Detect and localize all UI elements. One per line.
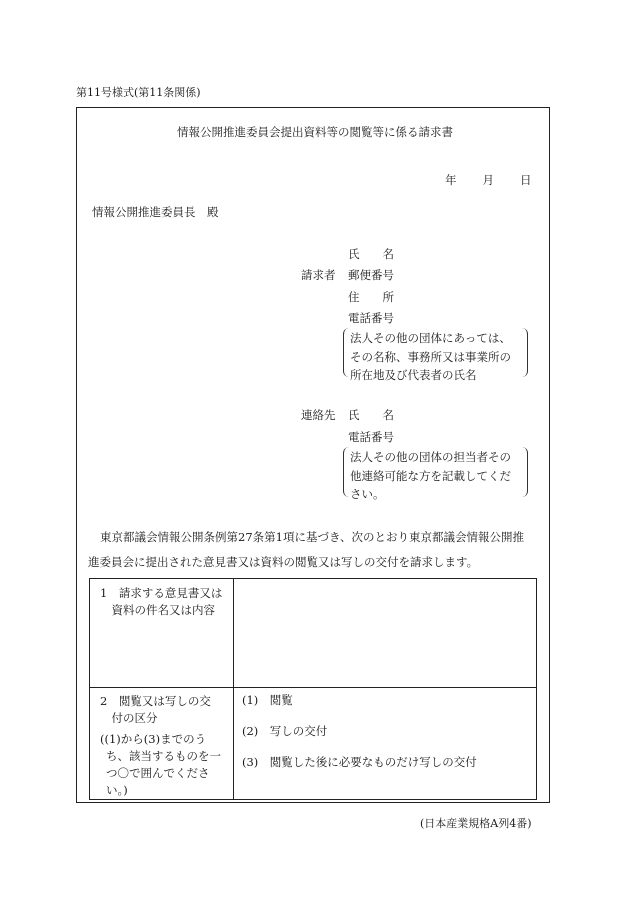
request-table: [89, 578, 537, 800]
option-text: 閲覧: [269, 693, 293, 707]
type-label-line: 2 閲覧又は写しの交: [100, 694, 211, 708]
contact-name-label: 氏 名: [348, 408, 394, 422]
requester-note: [350, 329, 511, 385]
option-number: (1): [242, 693, 259, 707]
subject-label-line: 1 請求する意見書又は: [100, 586, 223, 600]
type-note-line: ((1)から(3)までのう: [100, 732, 207, 746]
type-note-line: つ〇で囲んでくださ: [106, 766, 210, 780]
intro-line: 東京都議会情報公開条例第27条第1項に基づき、次のとおり東京都議会情報公開推: [100, 530, 524, 544]
option-number: (3): [242, 755, 259, 769]
option-text: 閲覧した後に必要なものだけ写しの交付: [269, 755, 477, 769]
contact-note-line: さい。: [350, 487, 385, 501]
type-label-cell: [90, 688, 234, 800]
paper-size-note: (日本産業規格A列4番): [420, 817, 532, 830]
type-label-line: 付の区分: [100, 711, 158, 725]
requester-note-line: 法人その他の団体にあっては、: [350, 331, 511, 345]
requester-postal-label: 郵便番号: [348, 268, 394, 282]
subject-label-cell: [90, 579, 234, 688]
requester-phone-label: 電話番号: [348, 311, 394, 325]
date-line: [445, 172, 532, 188]
option-copy[interactable]: [242, 722, 530, 740]
requester-label: 請求者: [301, 268, 336, 282]
intro-line: 進委員会に提出された意見書又は資料の閲覧又は写しの交付を請求します。: [88, 555, 479, 569]
requester-note-line: 所在地及び代表者の氏名: [350, 368, 477, 382]
contact-note-line: 他連絡可能な方を記載してくだ: [350, 468, 511, 483]
document-title: 情報公開推進委員会提出資料等の閲覧等に係る請求書: [177, 125, 453, 139]
requester-note-line: その名称、事務所又は事業所の: [350, 349, 511, 364]
contact-note-line: 法人その他の団体の担当者その: [350, 450, 511, 464]
option-number: (2): [242, 724, 259, 738]
type-options-cell: [234, 688, 537, 800]
contact-label: 連絡先: [301, 408, 336, 422]
type-note-line: い。): [106, 783, 128, 797]
form-number: 第11号様式(第11条関係): [76, 86, 201, 99]
requester-address-label: 住 所: [348, 290, 394, 304]
date-year-label: 年: [445, 173, 457, 187]
intro-paragraph: [88, 525, 540, 575]
date-day-label: 日: [520, 173, 532, 187]
option-text: 写しの交付: [269, 724, 328, 738]
subject-label-line: 資料の件名又は内容: [100, 603, 215, 617]
date-month-label: 月: [482, 173, 494, 187]
type-note-line: ち、該当するものを一: [106, 749, 221, 763]
requester-name-label: 氏 名: [348, 247, 394, 261]
addressee: 情報公開推進委員長 殿: [92, 205, 219, 219]
contact-note: [350, 448, 511, 504]
contact-phone-label: 電話番号: [348, 430, 394, 444]
subject-input-cell[interactable]: [234, 579, 537, 688]
option-view[interactable]: [242, 691, 530, 709]
option-view-then-copy[interactable]: [242, 753, 530, 771]
